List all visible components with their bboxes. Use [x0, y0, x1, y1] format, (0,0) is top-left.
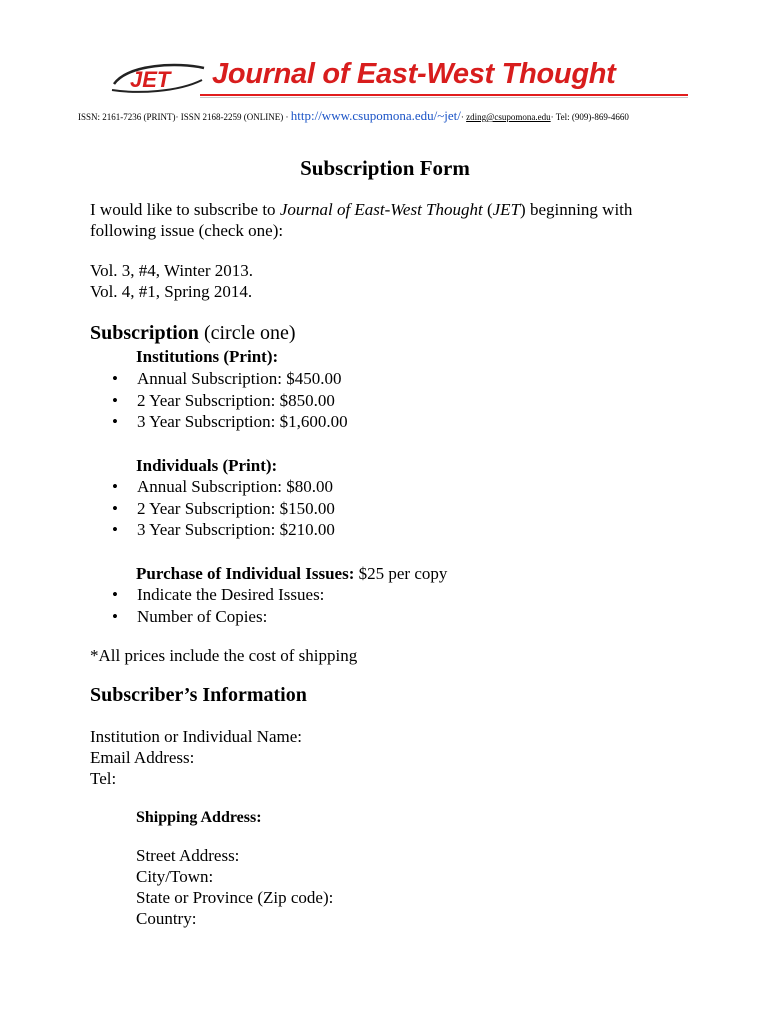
- subscription-heading: [90, 322, 296, 345]
- journal-url-link[interactable]: http://www.csupomona.edu/~jet/: [290, 108, 461, 123]
- list-item: • Indicate the Desired Issues:: [112, 584, 324, 606]
- institutions-label: Institutions (Print):: [136, 347, 279, 366]
- list-item[interactable]: • Annual Subscription: $80.00: [112, 476, 335, 498]
- separator: ·: [550, 112, 554, 122]
- list-item[interactable]: • 3 Year Subscription: $210.00: [112, 519, 335, 541]
- individual-issues-price: $25 per copy: [354, 564, 448, 583]
- field-label: Country:: [136, 909, 197, 928]
- individual-issues-list: [112, 584, 324, 627]
- issue-options: [90, 260, 253, 302]
- field-label: Tel:: [90, 769, 117, 788]
- email-link[interactable]: zding@csupomona.edu: [466, 112, 551, 122]
- subscription-heading-note: (circle one): [198, 322, 296, 344]
- issn-online: ISSN 2168-2259 (ONLINE) ·: [180, 112, 289, 122]
- field-label: City/Town:: [136, 867, 214, 886]
- journal-name-italic: Journal of East-West Thought: [279, 200, 483, 219]
- intro-text: I would like to subscribe to: [90, 200, 280, 219]
- separator: ·: [460, 112, 464, 122]
- field-label: Institution or Individual Name:: [90, 727, 302, 746]
- jet-logo: [108, 60, 208, 96]
- list-item: • Number of Copies:: [112, 606, 324, 628]
- masthead: [0, 58, 770, 98]
- field-label: State or Province (Zip code):: [136, 888, 334, 907]
- list-item[interactable]: • 2 Year Subscription: $150.00: [112, 498, 335, 520]
- field-label: Street Address:: [136, 846, 240, 865]
- intro-line-2: following issue (check one):: [90, 221, 284, 240]
- shipping-address-label: Shipping Address:: [136, 809, 262, 826]
- shipping-note: *All prices include the cost of shipping: [90, 646, 358, 665]
- subscriber-info-heading: Subscriber’s Information: [90, 684, 307, 706]
- masthead-red-rule: [200, 94, 688, 96]
- intro-paragraph: [90, 199, 632, 241]
- intro-text: ) beginning with: [520, 200, 633, 219]
- journal-abbr-italic: JET: [492, 200, 521, 219]
- issue-option[interactable]: Vol. 3, #4, Winter 2013.: [90, 261, 254, 280]
- subscriber-fields: [90, 726, 302, 789]
- shipping-fields: [136, 845, 333, 929]
- individuals-label: Individuals (Print):: [136, 456, 278, 475]
- list-item[interactable]: • Annual Subscription: $450.00: [112, 368, 348, 390]
- issn-line: [78, 108, 629, 124]
- intro-text: (: [482, 200, 493, 219]
- issue-option[interactable]: Vol. 4, #1, Spring 2014.: [90, 282, 253, 301]
- journal-title: Journal of East-West Thought: [212, 58, 616, 90]
- individual-issues-line: [136, 563, 447, 584]
- list-item[interactable]: • 3 Year Subscription: $1,600.00: [112, 411, 348, 433]
- field-label: Email Address:: [90, 748, 195, 767]
- subscription-heading-label: Subscription: [90, 322, 199, 344]
- individual-issues-label: Purchase of Individual Issues:: [136, 564, 355, 583]
- logo-text: JET: [130, 67, 171, 92]
- institutions-list: [112, 368, 348, 433]
- telephone: Tel: (909)-869-4660: [555, 112, 629, 122]
- form-title: Subscription Form: [300, 156, 470, 180]
- list-item[interactable]: • 2 Year Subscription: $850.00: [112, 390, 348, 412]
- masthead-gray-rule: [200, 97, 688, 98]
- individuals-list: [112, 476, 335, 541]
- issn-print: ISSN: 2161-7236 (PRINT)·: [78, 112, 179, 122]
